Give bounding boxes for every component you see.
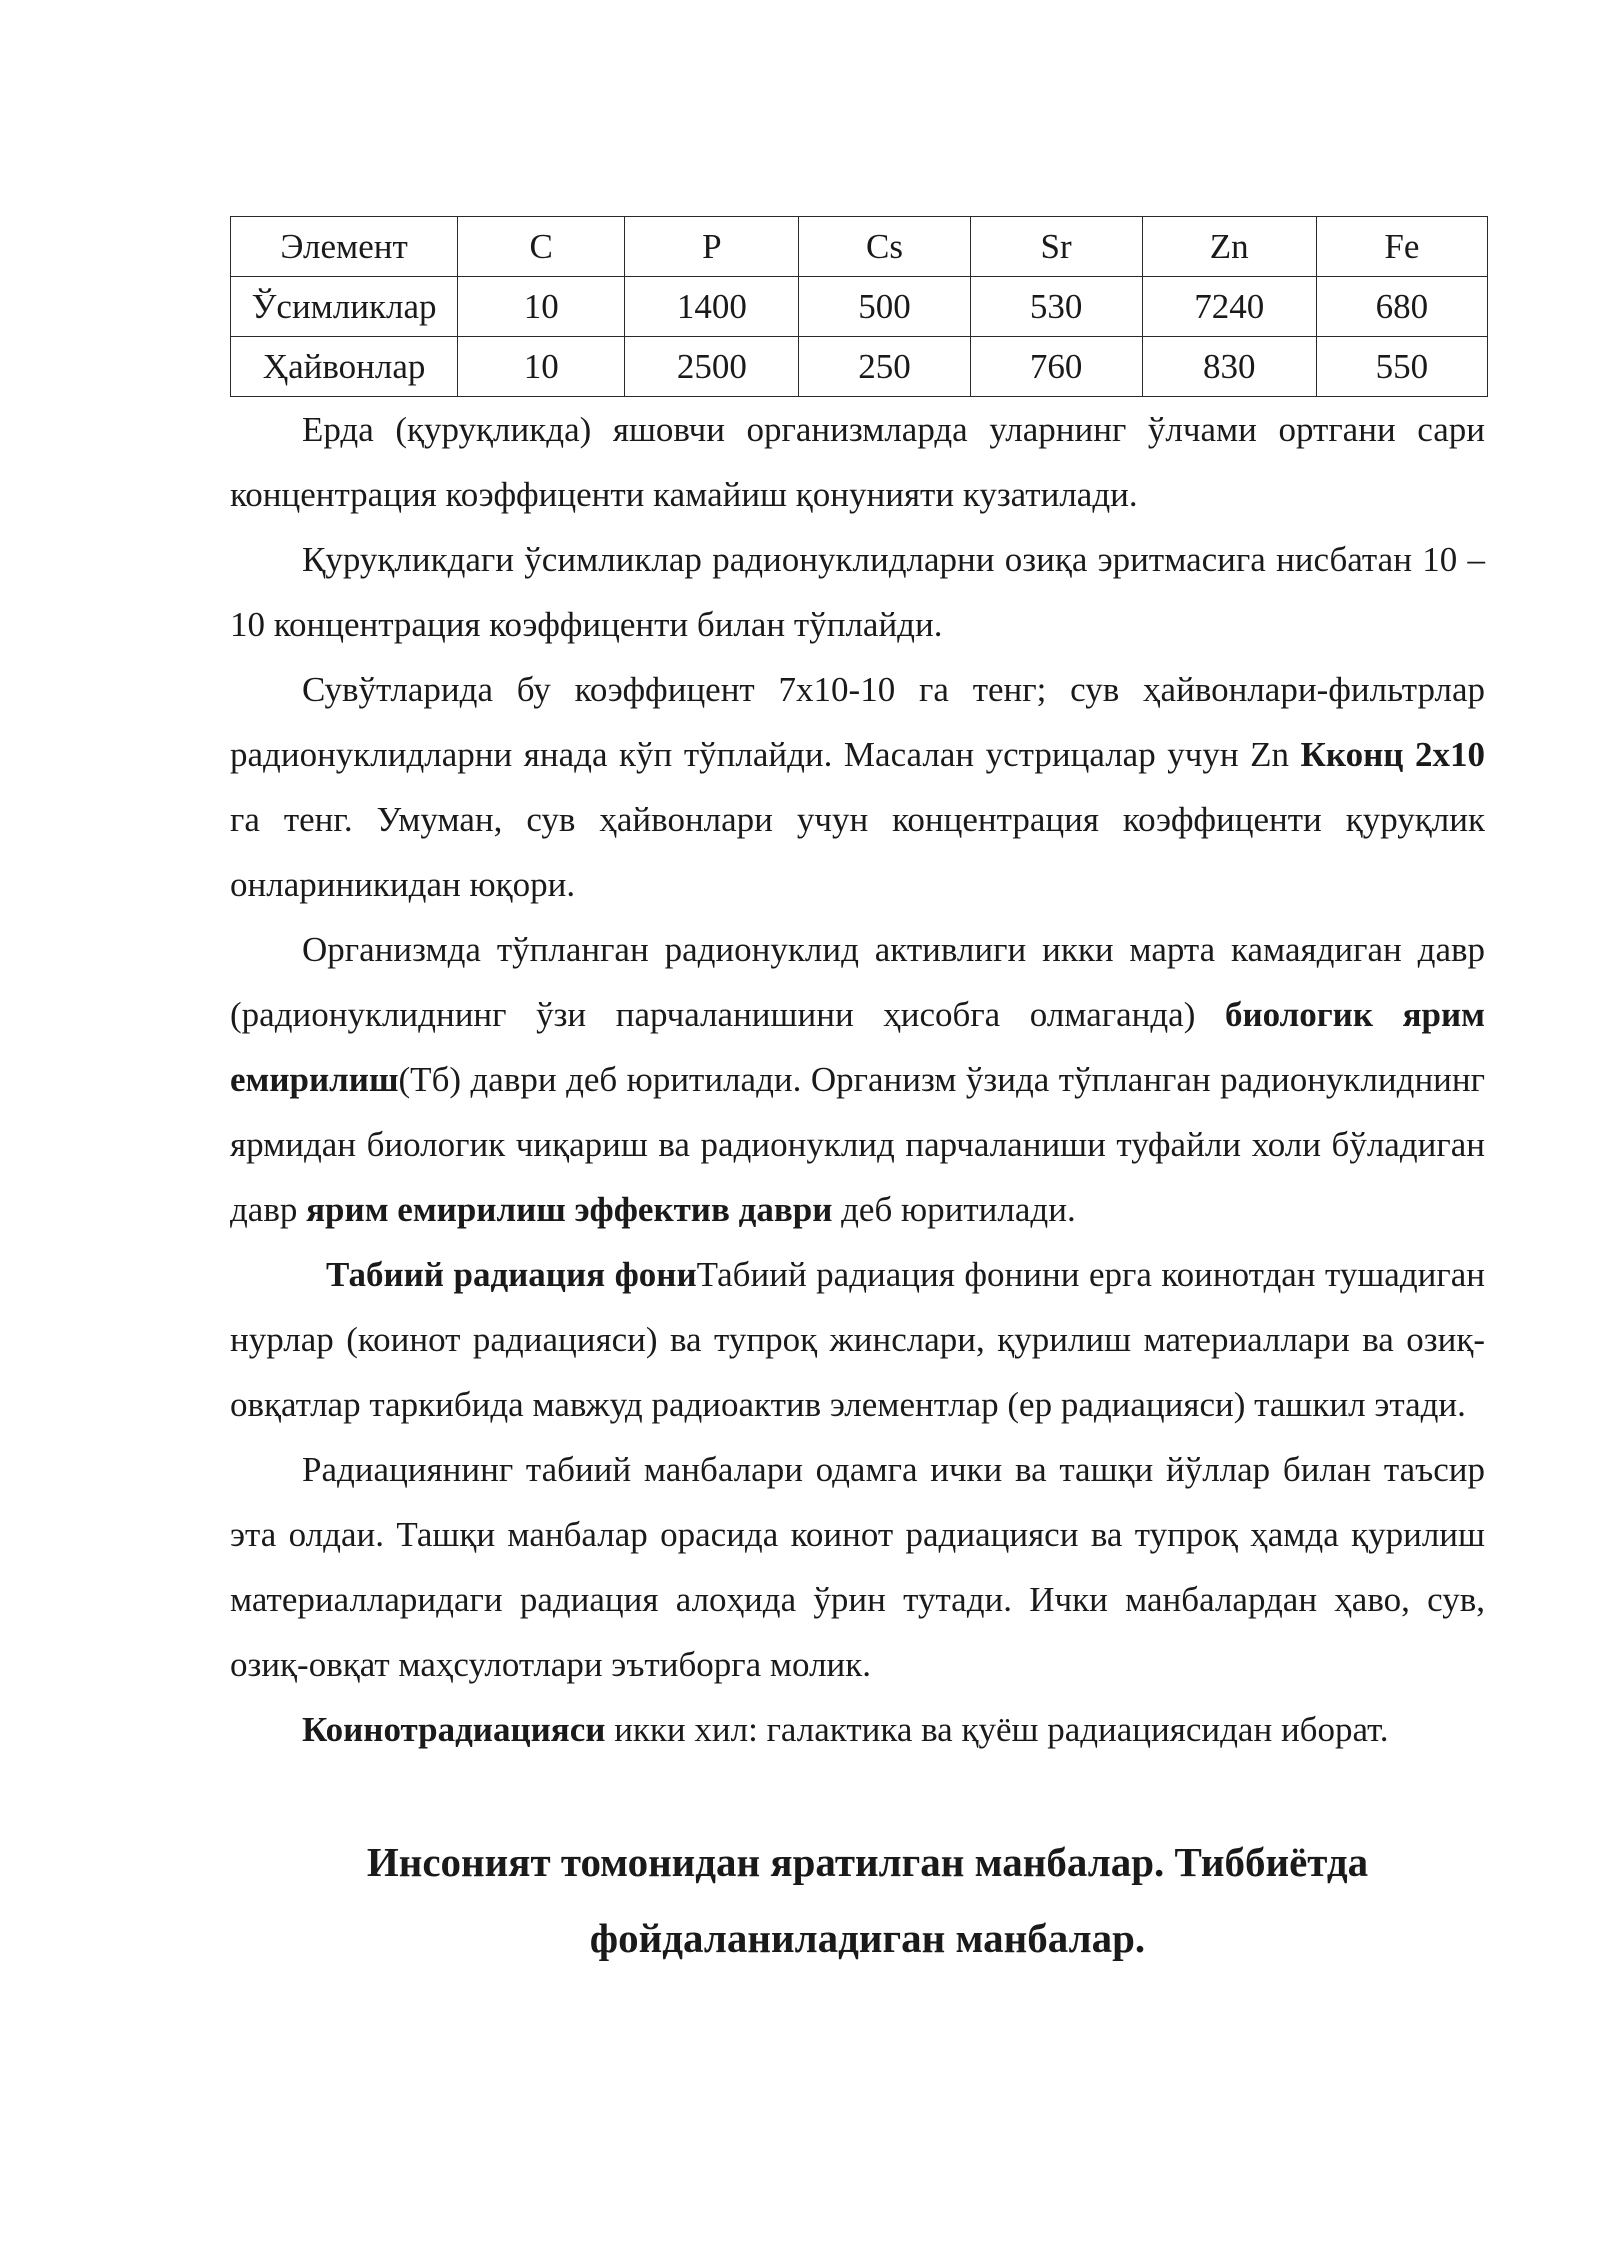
table-cell: 7240 bbox=[1142, 277, 1316, 337]
table-cell: P bbox=[625, 217, 799, 277]
heading-line: фойдаланиладиган манбалар. bbox=[589, 1915, 1146, 1961]
table-cell: 500 bbox=[799, 277, 970, 337]
paragraph: Ерда (қуруқликда) яшовчи организмларда уларнинг ўлчами ортгани сари концентрация коэффиценти камайиш қонунияти кузатилади. bbox=[230, 410, 1485, 514]
bold-term: Кконц 2х10 bbox=[1300, 735, 1485, 774]
table-cell: 530 bbox=[970, 277, 1142, 337]
table-cell: Ҳайвонлар bbox=[231, 337, 458, 397]
table-cell: 830 bbox=[1142, 337, 1316, 397]
text-run: деб юритилади. bbox=[832, 1190, 1076, 1229]
text-run: икки хил: галактика ва қуёш радиациясидан иборат. bbox=[605, 1710, 1389, 1749]
section-heading bbox=[230, 1824, 1485, 1976]
table-cell: C bbox=[458, 217, 625, 277]
paragraph bbox=[230, 1697, 1485, 1762]
table-cell: Sr bbox=[970, 217, 1142, 277]
text-run: Организмда тўпланган радионуклид активлиги икки марта камаядиган давр (радионуклиднинг ўзи парчаланишини ҳисобга олмаганда) bbox=[230, 930, 1485, 1034]
concentration-table bbox=[230, 216, 1488, 397]
body-text bbox=[230, 397, 1485, 1762]
table-row bbox=[231, 277, 1488, 337]
table-cell: Ўсимликлар bbox=[231, 277, 458, 337]
table-cell: 1400 bbox=[625, 277, 799, 337]
text-run: га тенг. Умуман, сув ҳайвонлари учун концентрация коэффиценти қуруқлик онлариникидан юқори. bbox=[230, 800, 1485, 904]
paragraph bbox=[230, 917, 1485, 1242]
paragraph: Қуруқликдаги ўсимликлар радионуклидларни озиқа эритмасига нисбатан 10 – 10 концентрация коэффиценти билан тўплайди. bbox=[230, 540, 1485, 644]
paragraph bbox=[230, 1242, 1485, 1437]
document-page bbox=[230, 216, 1485, 1976]
table-cell: 680 bbox=[1316, 277, 1487, 337]
table-cell: Cs bbox=[799, 217, 970, 277]
table-cell: Элемент bbox=[231, 217, 458, 277]
table-cell: 2500 bbox=[625, 337, 799, 397]
bold-term: биологик ярим емирилиш bbox=[230, 995, 1485, 1099]
heading-line: Инсоният томонидан яратилган манбалар. Тиббиётда bbox=[366, 1839, 1369, 1885]
text-run: (Тб) даври деб юритилади. Организм ўзида тўпланган радионуклиднинг ярмидан биологик чиқариш ва радионуклид парчаланиши туфайли холи бўладиган давр bbox=[230, 1060, 1485, 1229]
paragraph bbox=[230, 657, 1485, 917]
table-cell: 250 bbox=[799, 337, 970, 397]
bold-term: ярим емирилиш эффектив даври bbox=[306, 1190, 833, 1229]
text-run: Табиий радиация фонини ерга коинотдан тушадиган нурлар (коинот радиацияси) ва тупроқ жинслари, қурилиш материаллари ва озиқ-овқатлар таркибида мавжуд радиоактив элементлар (ер радиацияси) ташкил этади. bbox=[230, 1255, 1485, 1424]
bold-term: Коинотрадиацияси bbox=[302, 1710, 606, 1749]
table-cell: 550 bbox=[1316, 337, 1487, 397]
table-header-row bbox=[231, 217, 1488, 277]
table-cell: 10 bbox=[458, 337, 625, 397]
table-cell: 760 bbox=[970, 337, 1142, 397]
table-row bbox=[231, 337, 1488, 397]
table-cell: Fe bbox=[1316, 217, 1487, 277]
table-cell: 10 bbox=[458, 277, 625, 337]
table-cell: Zn bbox=[1142, 217, 1316, 277]
bold-term: Табиий радиация фони bbox=[326, 1255, 697, 1294]
text-run: Сувўтларида бу коэффицент 7х10-10 га тенг; сув ҳайвонлари-фильтрлар радионуклидларни янада кўп тўплайди. Масалан устрицалар учун Zn bbox=[230, 670, 1485, 774]
paragraph: Радиациянинг табиий манбалари одамга ички ва ташқи йўллар билан таъсир эта олдаи. Ташқи манбалар орасида коинот радиацияси ва тупроқ ҳамда қурилиш материалларидаги радиация алоҳида ўрин тутади. Ички манбалардан ҳаво, сув, озиқ-овқат маҳсулотлари эътиборга молик. bbox=[230, 1450, 1485, 1684]
